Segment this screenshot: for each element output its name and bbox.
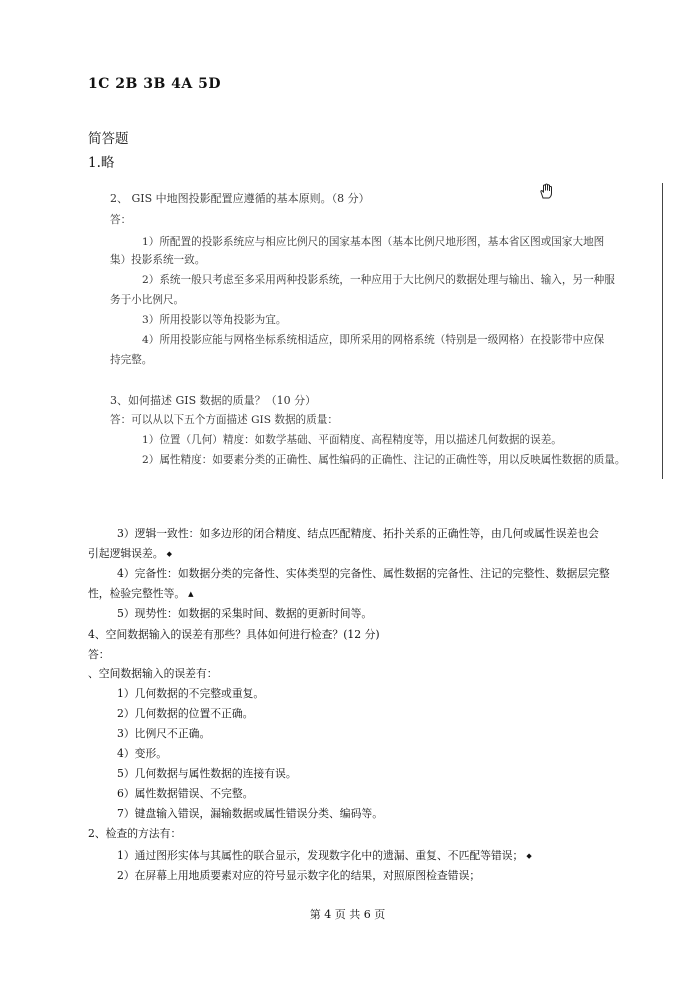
q4-answer-label: 答： xyxy=(88,648,110,661)
q2-point-1-cont: 集）投影系统一致。 xyxy=(110,254,206,266)
error-item-7: 7）键盘输入错误，漏输数据或属性错误分类、编码等。 xyxy=(117,807,383,820)
q4-title: 4、空间数据输入的误差有那些？具体如何进行检查？(12 分) xyxy=(88,628,380,641)
hand-cursor-icon xyxy=(537,182,555,200)
q2-point-1: 1）所配置的投影系统应与相应比例尺的国家基本图（基本比例尺地形图，基本省区图或国家大地图 xyxy=(142,236,605,248)
q3-point-2: 2）属性精度：如要素分类的正确性、属性编码的正确性、注记的正确性等，用以反映属性数据的质量。 xyxy=(142,454,626,466)
q3-point-4: 4）完备性：如数据分类的完备性、实体类型的完备性、属性数据的完备性、注记的完整性、数据层完整 xyxy=(117,567,610,580)
bullet-icon: ◆ xyxy=(526,852,532,860)
error-item-3: 3）比例尺不正确。 xyxy=(117,727,211,740)
question-1-answer: 1.略 xyxy=(88,155,115,171)
section-heading: 简答题 xyxy=(88,131,129,147)
bullet-icon: ▲ xyxy=(188,590,194,598)
bullet-icon: ◆ xyxy=(166,550,172,558)
page-footer: 第 4 页 共 6 页 xyxy=(309,908,386,921)
q3-point-4-cont: 性，检验完整性等。 ▲ xyxy=(88,587,194,600)
q4-sub-heading-2: 2、检查的方法有： xyxy=(88,827,182,840)
error-item-2: 2）几何数据的位置不正确。 xyxy=(117,707,254,720)
method-item-1: 1）通过图形实体与其属性的联合显示，发现数字化中的遗漏、重复、不匹配等错误； ◆ xyxy=(117,849,532,862)
q2-answer-label: 答： xyxy=(110,214,132,226)
q3-intro: 答：可以从以下五个方面描述 GIS 数据的质量： xyxy=(110,414,338,426)
q3-point-1: 1）位置（几何）精度：如数学基础、平面精度、高程精度等，用以描述几何数据的误差。 xyxy=(142,434,562,446)
q3-point-3-cont: 引起逻辑误差。 ◆ xyxy=(88,547,172,560)
q2-point-2: 2）系统一般只考虑至多采用两种投影系统，一种应用于大比例尺的数据处理与输出、输入，另一种服 xyxy=(142,274,615,286)
q2-point-2-cont: 务于小比例尺。 xyxy=(110,294,185,306)
q3-title: 3、如何描述 GIS 数据的质量？（10 分） xyxy=(110,394,317,407)
error-item-1: 1）几何数据的不完整或重复。 xyxy=(117,687,265,700)
error-item-6: 6）属性数据错误、不完整。 xyxy=(117,787,254,800)
error-item-4: 4）变形。 xyxy=(117,747,168,760)
q4-sub-heading-1: 、空间数据输入的误差有： xyxy=(88,667,218,680)
answer-key: 1C 2B 3B 4A 5D xyxy=(88,76,222,92)
q3-point-3: 3）逻辑一致性：如多边形的闭合精度、结点匹配精度、拓扑关系的正确性等，由几何或属性误差也会 xyxy=(117,527,599,540)
method-item-2: 2）在屏幕上用地质要素对应的符号显示数字化的结果，对照原图检查错误； xyxy=(117,869,481,882)
error-item-5: 5）几何数据与属性数据的连接有误。 xyxy=(117,767,297,780)
q2-point-3: 3）所用投影以等角投影为宜。 xyxy=(142,314,287,326)
q2-title: 2、 GIS 中地图投影配置应遵循的基本原则。（8 分） xyxy=(110,192,370,205)
q2-point-4-cont: 持完整。 xyxy=(110,354,153,366)
scanned-excerpt xyxy=(110,183,663,479)
q3-point-5: 5）现势性：如数据的采集时间、数据的更新时间等。 xyxy=(117,607,373,620)
q2-point-4: 4）所用投影应能与网格坐标系统相适应，即所采用的网格系统（特别是一级网格）在投影带中应保 xyxy=(142,334,605,346)
